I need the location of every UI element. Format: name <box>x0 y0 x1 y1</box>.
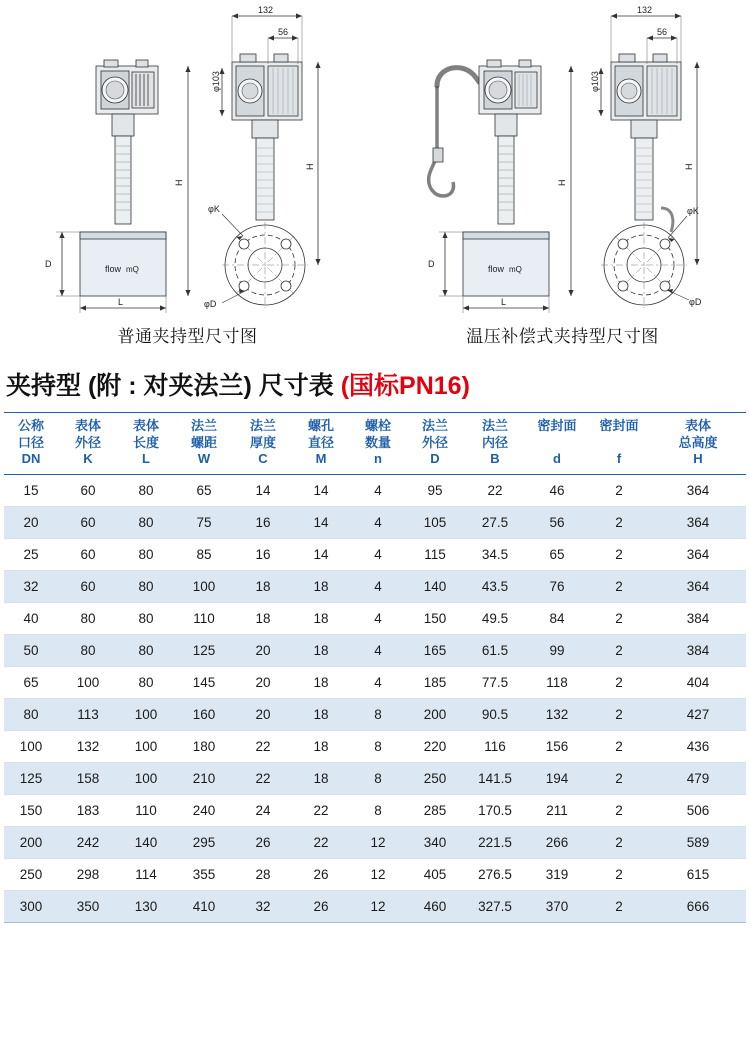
table-cell: 2 <box>588 474 650 506</box>
dim-label-H-left: H <box>174 179 184 186</box>
col-header-l: 表体 长度 L <box>118 413 174 475</box>
col-header-b: 法兰 内径 B <box>464 413 526 475</box>
table-cell: 118 <box>526 666 588 698</box>
table-cell: 410 <box>174 890 234 922</box>
table-row <box>4 506 746 538</box>
table-cell: 364 <box>650 538 746 570</box>
table-cell: 298 <box>58 858 118 890</box>
table-cell: 2 <box>588 858 650 890</box>
table-cell: 77.5 <box>464 666 526 698</box>
table-cell: 95 <box>406 474 464 506</box>
table-cell: 100 <box>118 762 174 794</box>
table-cell: 80 <box>118 538 174 570</box>
table-cell: 61.5 <box>464 634 526 666</box>
table-row <box>4 826 746 858</box>
table-cell: 200 <box>406 698 464 730</box>
table-cell: 180 <box>174 730 234 762</box>
table-row <box>4 666 746 698</box>
dim-label-132-right: 132 <box>637 5 653 15</box>
col-header-c: 法兰 厚度 C <box>234 413 292 475</box>
table-cell: 384 <box>650 634 746 666</box>
table-cell: 125 <box>4 762 58 794</box>
table-cell: 18 <box>234 602 292 634</box>
table-cell: 12 <box>350 890 406 922</box>
table-cell: 200 <box>4 826 58 858</box>
col-header-d-outer: 法兰 外径 D <box>406 413 464 475</box>
table-cell: 80 <box>118 634 174 666</box>
dim-label-H-right: H <box>557 179 567 186</box>
table-cell: 90.5 <box>464 698 526 730</box>
table-cell: 132 <box>58 730 118 762</box>
table-cell: 60 <box>58 538 118 570</box>
table-cell: 364 <box>650 506 746 538</box>
table-cell: 589 <box>650 826 746 858</box>
caption-standard-clamp-type: 普通夹持型尺寸图 <box>117 327 258 346</box>
drawing-area <box>0 0 750 318</box>
dim-label-L-right: L <box>501 297 507 307</box>
dim-label-D-left: D <box>45 259 52 269</box>
table-cell: 116 <box>464 730 526 762</box>
table-row <box>4 890 746 922</box>
table-cell: 60 <box>58 570 118 602</box>
table-cell: 319 <box>526 858 588 890</box>
table-cell: 427 <box>650 698 746 730</box>
table-cell: 132 <box>526 698 588 730</box>
table-cell: 125 <box>174 634 234 666</box>
col-header-k: 表体 外径 K <box>58 413 118 475</box>
table-cell: 185 <box>406 666 464 698</box>
table-cell: 8 <box>350 794 406 826</box>
table-row <box>4 570 746 602</box>
col-header-seal-d: 密封面 d <box>526 413 588 475</box>
table-cell: 14 <box>292 538 350 570</box>
table-cell: 49.5 <box>464 602 526 634</box>
table-cell: 75 <box>174 506 234 538</box>
table-cell: 65 <box>174 474 234 506</box>
table-cell: 140 <box>406 570 464 602</box>
section-title-standard: (国标PN16) <box>340 372 470 400</box>
table-cell: 110 <box>118 794 174 826</box>
table-cell: 141.5 <box>464 762 526 794</box>
table-row <box>4 538 746 570</box>
table-cell: 100 <box>58 666 118 698</box>
table-cell: 25 <box>4 538 58 570</box>
table-row <box>4 698 746 730</box>
table-row <box>4 602 746 634</box>
table-cell: 56 <box>526 506 588 538</box>
table-row <box>4 730 746 762</box>
table-cell: 18 <box>292 634 350 666</box>
table-cell: 14 <box>234 474 292 506</box>
col-header-h: 表体 总高度 H <box>650 413 746 475</box>
table-cell: 2 <box>588 826 650 858</box>
dim-label-D-right: D <box>428 259 435 269</box>
table-cell: 34.5 <box>464 538 526 570</box>
table-cell: 221.5 <box>464 826 526 858</box>
table-cell: 43.5 <box>464 570 526 602</box>
table-cell: 60 <box>58 474 118 506</box>
dim-label-phiD-left: φD <box>204 299 217 309</box>
table-cell: 2 <box>588 762 650 794</box>
table-cell: 355 <box>174 858 234 890</box>
dim-label-phiD-right: φD <box>689 297 702 307</box>
table-cell: 2 <box>588 698 650 730</box>
table-cell: 40 <box>4 602 58 634</box>
table-cell: 2 <box>588 538 650 570</box>
table-cell: 405 <box>406 858 464 890</box>
table-cell: 4 <box>350 570 406 602</box>
table-cell: 16 <box>234 538 292 570</box>
table-cell: 28 <box>234 858 292 890</box>
table-cell: 12 <box>350 826 406 858</box>
table-cell: 4 <box>350 634 406 666</box>
table-cell: 295 <box>174 826 234 858</box>
table-cell: 26 <box>292 890 350 922</box>
dim-label-H2-right: H <box>684 163 694 170</box>
table-cell: 8 <box>350 762 406 794</box>
table-cell: 65 <box>4 666 58 698</box>
table-cell: 183 <box>58 794 118 826</box>
section-title <box>0 360 750 412</box>
table-cell: 150 <box>406 602 464 634</box>
table-cell: 114 <box>118 858 174 890</box>
table-cell: 615 <box>650 858 746 890</box>
table-cell: 285 <box>406 794 464 826</box>
table-cell: 60 <box>58 506 118 538</box>
table-cell: 22 <box>234 730 292 762</box>
table-cell: 266 <box>526 826 588 858</box>
dim-label-H2-left: H <box>305 163 315 170</box>
table-cell: 150 <box>4 794 58 826</box>
table-cell: 170.5 <box>464 794 526 826</box>
table-row <box>4 794 746 826</box>
table-body <box>4 474 746 922</box>
table-header <box>4 413 746 475</box>
dim-label-phiK-left: φK <box>208 204 220 214</box>
table-row <box>4 858 746 890</box>
table-cell: 2 <box>588 666 650 698</box>
table-cell: 80 <box>58 634 118 666</box>
table-cell: 22 <box>464 474 526 506</box>
table-cell: 80 <box>4 698 58 730</box>
table-cell: 2 <box>588 794 650 826</box>
table-cell: 80 <box>118 666 174 698</box>
col-header-dn: 公称 口径 DN <box>4 413 58 475</box>
table-cell: 18 <box>292 602 350 634</box>
table-cell: 20 <box>234 634 292 666</box>
table-cell: 2 <box>588 634 650 666</box>
table-cell: 4 <box>350 602 406 634</box>
table-cell: 115 <box>406 538 464 570</box>
table-cell: 194 <box>526 762 588 794</box>
table-cell: 22 <box>292 794 350 826</box>
table-cell: 85 <box>174 538 234 570</box>
dimension-table <box>4 412 746 923</box>
table-cell: 100 <box>118 730 174 762</box>
table-cell: 76 <box>526 570 588 602</box>
section-title-main: 夹持型 (附 : 对夹法兰) 尺寸表 <box>6 372 341 400</box>
table-cell: 384 <box>650 602 746 634</box>
table-cell: 479 <box>650 762 746 794</box>
table-cell: 16 <box>234 506 292 538</box>
table-cell: 26 <box>292 858 350 890</box>
table-cell: 4 <box>350 538 406 570</box>
table-cell: 18 <box>234 570 292 602</box>
table-cell: 2 <box>588 506 650 538</box>
svg-text:flow: flow <box>488 264 505 274</box>
table-cell: 2 <box>588 602 650 634</box>
table-cell: 65 <box>526 538 588 570</box>
table-cell: 32 <box>4 570 58 602</box>
table-cell: 18 <box>292 666 350 698</box>
table-cell: 666 <box>650 890 746 922</box>
table-cell: 20 <box>4 506 58 538</box>
table-cell: 2 <box>588 730 650 762</box>
table-cell: 364 <box>650 570 746 602</box>
table-cell: 22 <box>234 762 292 794</box>
svg-text:flow: flow <box>105 264 122 274</box>
table-cell: 24 <box>234 794 292 826</box>
dim-label-132-left: 132 <box>258 5 274 15</box>
dim-label-phiK-right: φK <box>687 206 699 216</box>
table-cell: 364 <box>650 474 746 506</box>
table-cell: 506 <box>650 794 746 826</box>
dim-label-phi103-left: φ103 <box>211 71 221 92</box>
table-cell: 250 <box>406 762 464 794</box>
table-cell: 18 <box>292 570 350 602</box>
table-cell: 105 <box>406 506 464 538</box>
table-cell: 276.5 <box>464 858 526 890</box>
col-header-seal-f: 密封面 f <box>588 413 650 475</box>
table-cell: 156 <box>526 730 588 762</box>
table-row <box>4 634 746 666</box>
table-cell: 12 <box>350 858 406 890</box>
table-cell: 20 <box>234 698 292 730</box>
table-cell: 80 <box>118 474 174 506</box>
table-cell: 100 <box>118 698 174 730</box>
table-cell: 145 <box>174 666 234 698</box>
table-cell: 350 <box>58 890 118 922</box>
table-cell: 27.5 <box>464 506 526 538</box>
table-cell: 242 <box>58 826 118 858</box>
table-cell: 18 <box>292 762 350 794</box>
svg-text:mQ: mQ <box>126 265 139 274</box>
table-cell: 211 <box>526 794 588 826</box>
table-cell: 436 <box>650 730 746 762</box>
col-header-m: 螺孔 直径 M <box>292 413 350 475</box>
table-cell: 26 <box>234 826 292 858</box>
table-cell: 2 <box>588 890 650 922</box>
drawing-standard-clamp-type <box>0 0 375 318</box>
table-cell: 327.5 <box>464 890 526 922</box>
table-cell: 84 <box>526 602 588 634</box>
table-cell: 32 <box>234 890 292 922</box>
table-cell: 300 <box>4 890 58 922</box>
dim-label-56-right: 56 <box>657 27 668 37</box>
table-cell: 100 <box>174 570 234 602</box>
table-cell: 4 <box>350 474 406 506</box>
table-cell: 250 <box>4 858 58 890</box>
drawing-temp-pressure-compensated-clamp-type <box>375 0 750 318</box>
table-row <box>4 762 746 794</box>
col-header-w: 法兰 螺距 W <box>174 413 234 475</box>
table-cell: 8 <box>350 698 406 730</box>
dim-label-56-left: 56 <box>278 27 289 37</box>
table-cell: 4 <box>350 666 406 698</box>
table-cell: 158 <box>58 762 118 794</box>
table-cell: 210 <box>174 762 234 794</box>
table-cell: 80 <box>118 602 174 634</box>
table-cell: 460 <box>406 890 464 922</box>
col-header-n: 螺栓 数量 n <box>350 413 406 475</box>
table-cell: 140 <box>118 826 174 858</box>
table-cell: 220 <box>406 730 464 762</box>
table-row <box>4 474 746 506</box>
table-cell: 130 <box>118 890 174 922</box>
table-cell: 14 <box>292 506 350 538</box>
table-cell: 340 <box>406 826 464 858</box>
table-cell: 160 <box>174 698 234 730</box>
table-cell: 100 <box>4 730 58 762</box>
table-cell: 113 <box>58 698 118 730</box>
table-cell: 15 <box>4 474 58 506</box>
drawing-captions <box>0 318 750 360</box>
table-cell: 4 <box>350 506 406 538</box>
table-header-row <box>4 413 746 475</box>
table-cell: 2 <box>588 570 650 602</box>
table-cell: 50 <box>4 634 58 666</box>
table-cell: 80 <box>58 602 118 634</box>
table-cell: 20 <box>234 666 292 698</box>
table-cell: 110 <box>174 602 234 634</box>
table-cell: 18 <box>292 730 350 762</box>
svg-text:mQ: mQ <box>509 265 522 274</box>
table-cell: 80 <box>118 506 174 538</box>
table-cell: 404 <box>650 666 746 698</box>
table-cell: 99 <box>526 634 588 666</box>
dim-label-phi103-right: φ103 <box>590 71 600 92</box>
table-cell: 80 <box>118 570 174 602</box>
dim-label-L-left: L <box>118 297 124 307</box>
table-cell: 370 <box>526 890 588 922</box>
table-cell: 22 <box>292 826 350 858</box>
table-cell: 240 <box>174 794 234 826</box>
table-cell: 14 <box>292 474 350 506</box>
table-cell: 46 <box>526 474 588 506</box>
table-cell: 165 <box>406 634 464 666</box>
caption-temp-pressure-clamp-type: 温压补偿式夹持型尺寸图 <box>466 327 659 346</box>
table-cell: 8 <box>350 730 406 762</box>
table-cell: 18 <box>292 698 350 730</box>
